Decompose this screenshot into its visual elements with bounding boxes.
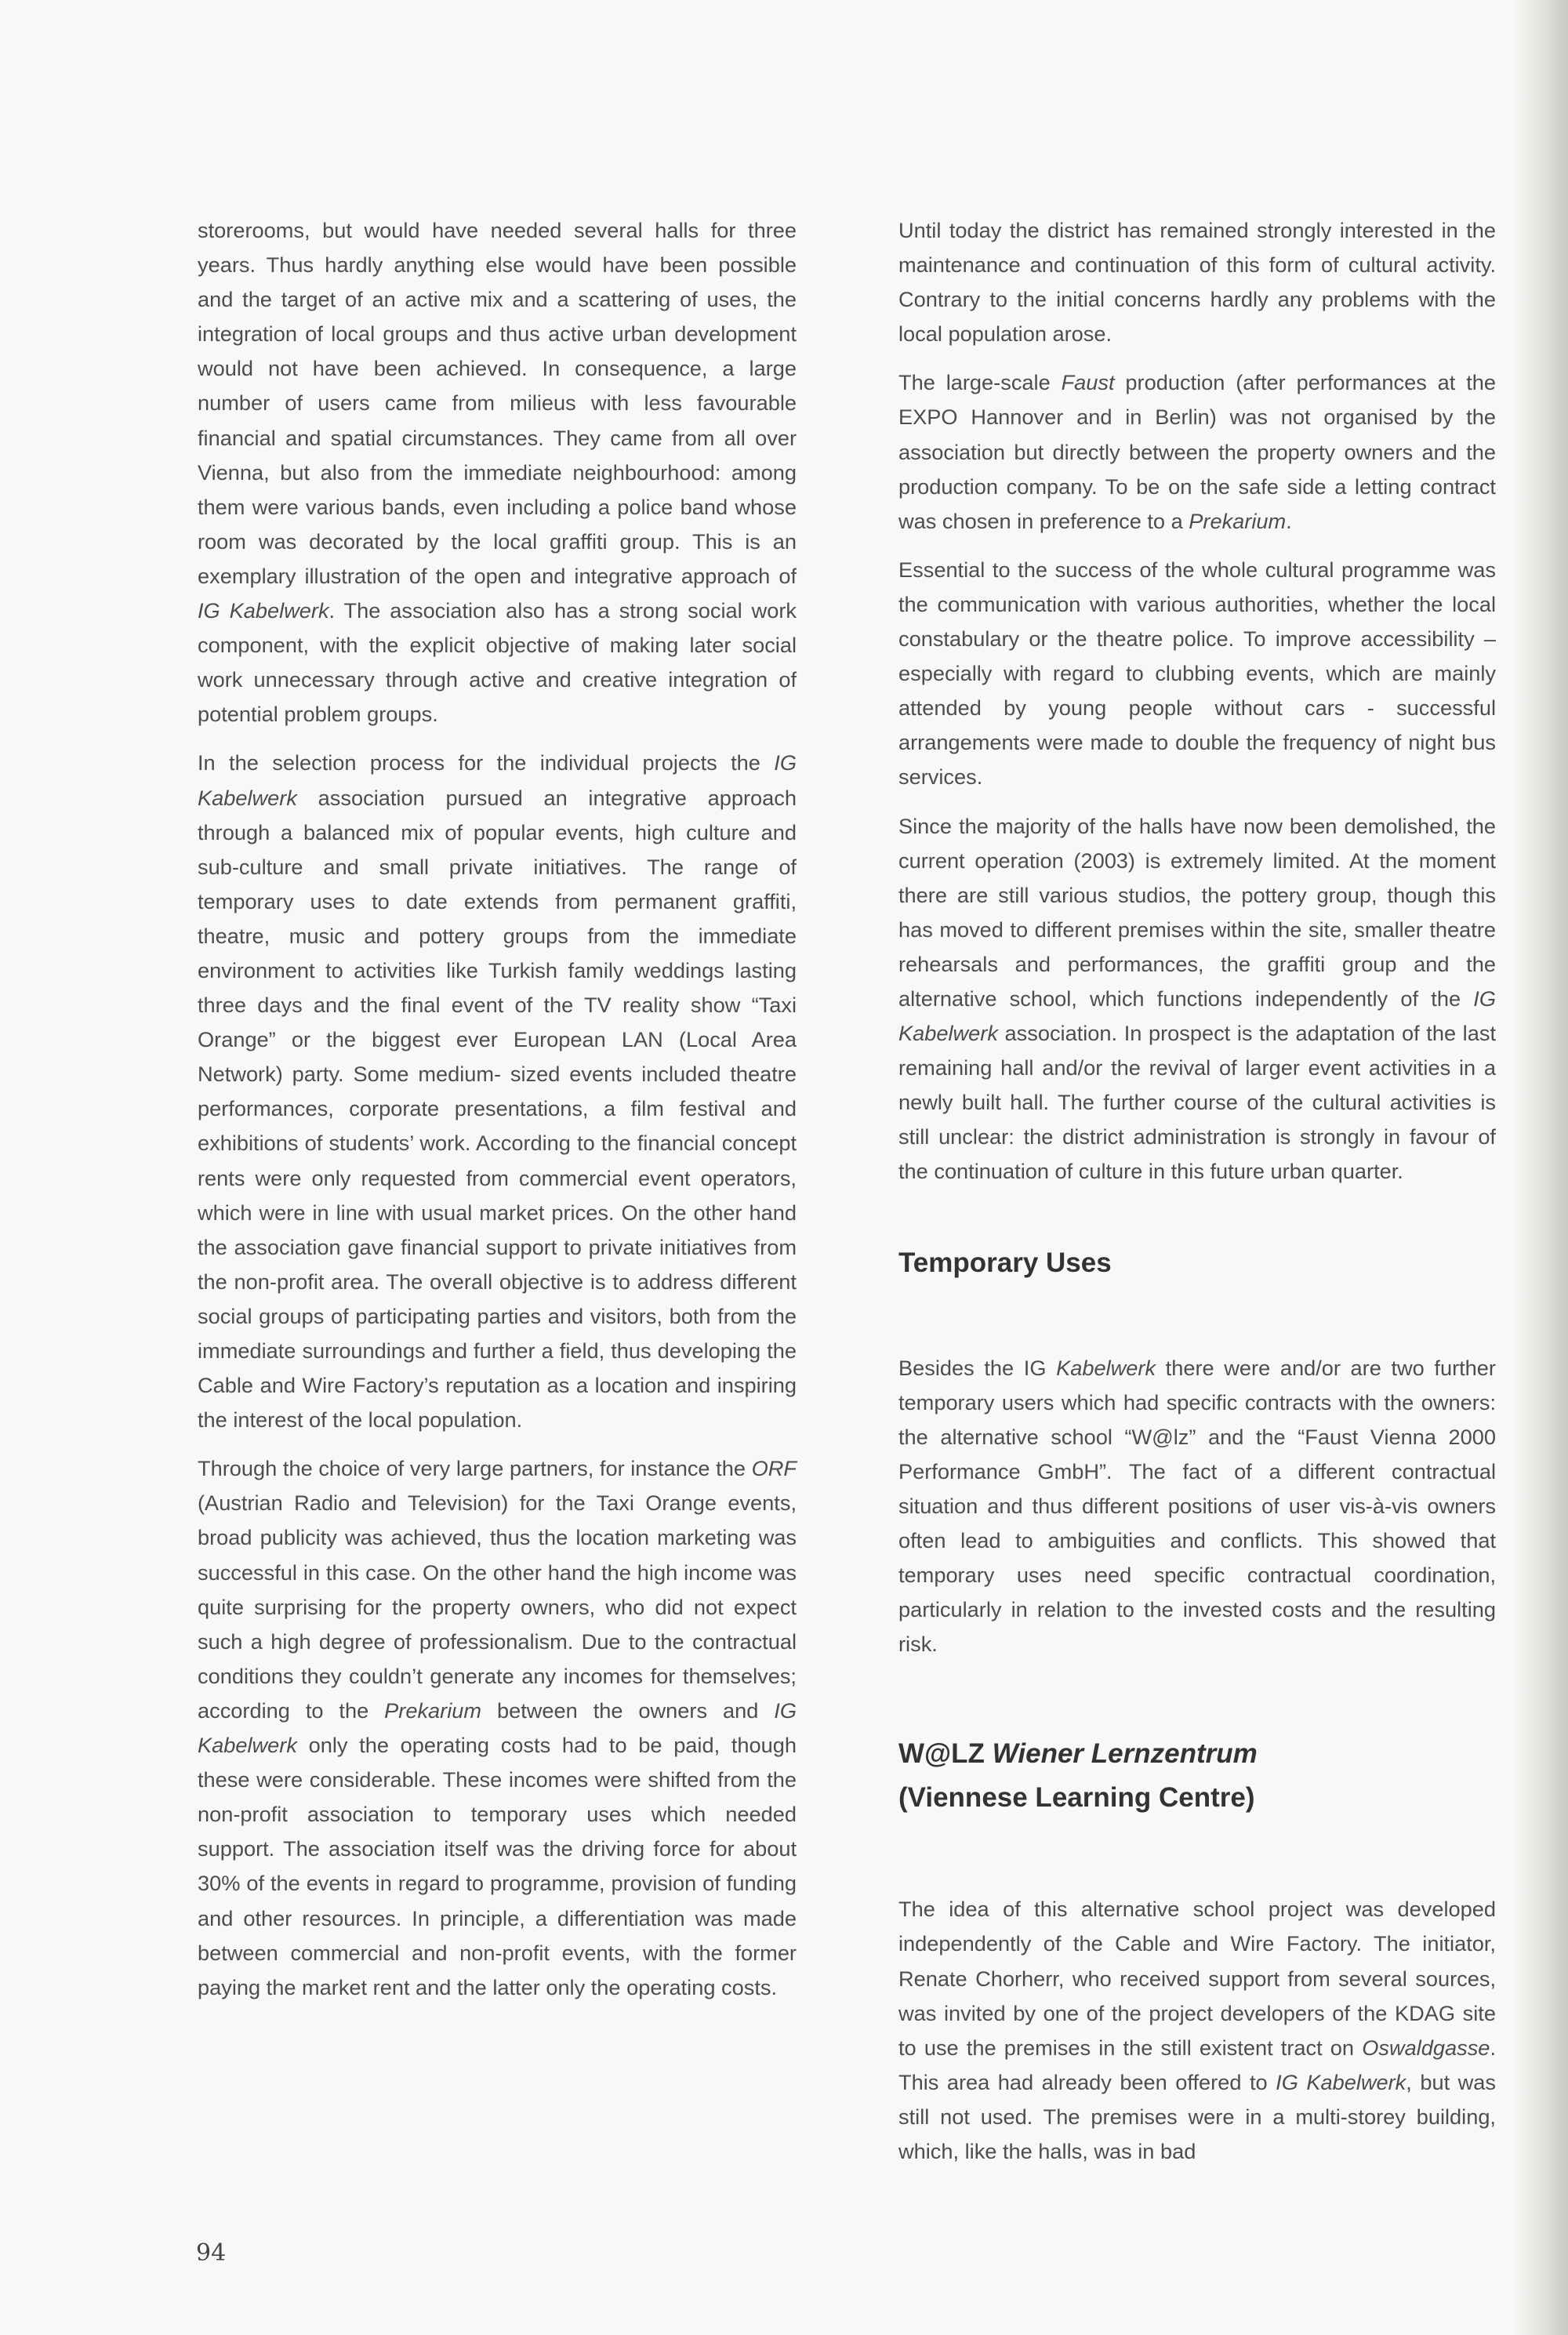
text-run: there were and/or are two further temporary users which had specific contracts with the owners: the alternative school “W@lz” and the “Faust Vienna 2000 Performance GmbH”. The fact of a different contractual situation and thus different positions of user vis-à-vis owners often lead to ambiguities and conflicts. This showed that temporary uses need specific contractual coordination, particularly in relation to the invested costs and the resulting risk.	[898, 1355, 1496, 1657]
right-column	[898, 213, 1496, 2183]
text-run: . The association also has a strong social work component, with the explicit objective of making later social work unnecessary through active and creative integration of potential problem groups.	[198, 598, 797, 727]
page-gutter-shadow	[1513, 0, 1568, 2335]
text-run: Besides the IG	[898, 1355, 1057, 1380]
text-run: .	[1286, 508, 1292, 533]
text-run: association. In prospect is the adaptation of the last remaining hall and/or the revival of larger event activities in a newly built hall. The further course of the cultural activities is still unclear: the district administration is strongly in favour of the continuation of culture in this future urban quarter.	[898, 1021, 1496, 1184]
text-run: Through the choice of very large partners, for instance the	[198, 1456, 752, 1481]
italic-term: IG Kabelwerk	[1276, 2069, 1406, 2094]
body-paragraph	[898, 809, 1496, 1189]
text-run: storerooms, but would have needed several halls for three years. Thus hardly anything else would have been possible and the target of an active mix and a scattering of uses, the integration of local groups and thus active urban development would not have been achieved. In consequence, a large number of users came from milieus with less favourable financial and spatial circumstances. They came from all over Vienna, but also from the immediate neighbourhood: among them were various bands, even including a police band whose room was decorated by the local graffiti group. This is an exemplary illustration of the open and integrative approach of	[198, 218, 797, 588]
section-heading-temporary-uses: Temporary Uses	[898, 1247, 1112, 1278]
heading-subtitle: (Viennese Learning Centre)	[898, 1782, 1255, 1814]
italic-term: IG Kabelwerk	[198, 750, 797, 810]
body-paragraph	[898, 365, 1496, 538]
body-paragraph	[898, 553, 1496, 795]
italic-term: IG Kabelwerk	[198, 598, 329, 623]
body-paragraph	[898, 1351, 1496, 1662]
italic-term: Faust	[1061, 370, 1115, 395]
heading-text: W@LZ	[898, 1738, 993, 1770]
text-run: In the selection process for the individual projects the	[198, 750, 775, 775]
italic-term: Prekarium	[1189, 508, 1287, 533]
left-column	[198, 213, 797, 2019]
italic-term: Prekarium	[384, 1698, 482, 1723]
italic-term: Kabelwerk	[1056, 1355, 1156, 1380]
text-run: Essential to the success of the whole cultural programme was the communication with various authorities, whether the local constabulary or the theatre police. To improve accessibility – especially with regard to clubbing events, which are mainly attended by young people without cars - successful arrangements were made to double the frequency of night bus services.	[898, 557, 1496, 790]
text-run: (Austrian Radio and Television) for the Taxi Orange events, broad publicity was achieved, thus the location marketing was successful in this case. On the other hand the high income was quite surprising for the property owners, who did not expect such a high degree of professionalism. Due to the contractual conditions they couldn’t generate any incomes for themselves; according to the	[198, 1491, 797, 1723]
italic-term: Oswaldgasse	[1362, 2035, 1490, 2060]
body-paragraph	[198, 213, 797, 732]
text-run: Since the majority of the halls have now been demolished, the current operation (2003) is extremely limited. At the moment there are still various studios, the pottery group, though this has moved to different premises within the site, smaller theatre rehearsals and performances, the graffiti group and the alternative school, which functions independently of the	[898, 813, 1496, 1011]
italic-term: IG Kabelwerk	[198, 1698, 797, 1758]
text-run: between the owners and	[481, 1698, 775, 1723]
body-paragraph	[898, 1892, 1496, 2169]
body-paragraph	[198, 746, 797, 1437]
italic-term: IG Kabelwerk	[898, 986, 1496, 1046]
body-paragraph	[898, 213, 1496, 351]
heading-italic-text: Wiener Lernzentrum	[992, 1738, 1258, 1770]
text-run: The large-scale	[898, 370, 1062, 395]
italic-term: ORF	[751, 1456, 797, 1481]
text-run: The idea of this alternative school project was developed independently of the Cable and Wire Factory. The initiator, Renate Chorherr, who received support from several sources, was invited by one of the project developers of the KDAG site to use the premises in the still existent tract on	[898, 1897, 1496, 2060]
text-run: only the operating costs had to be paid, though these were considerable. These incomes were shifted from the non-profit association to temporary uses which needed support. The association itself was the driving force for about 30% of the events in regard to programme, provision of funding and other resources. In principle, a differentiation was made between commercial and non-profit events, with the former paying the market rent and the latter only the operating costs.	[198, 1733, 797, 1999]
page-number: 94	[196, 2239, 227, 2267]
text-run: production (after performances at the EXPO Hannover and in Berlin) was not organised by the association but directly between the property owners and the production company. To be on the safe side a letting contract was chosen in preference to a	[898, 370, 1496, 533]
text-run: . This area had already been offered to	[898, 2035, 1496, 2094]
text-run: Until today the district has remained strongly interested in the maintenance and continuation of this form of cultural activity. Contrary to the initial concerns hardly any problems with the local population arose.	[898, 218, 1496, 347]
text-run: , but was still not used. The premises were in a multi-storey building, which, like the halls, was in bad	[898, 2069, 1496, 2164]
body-paragraph	[198, 1451, 797, 2005]
text-run: association pursued an integrative approach through a balanced mix of popular events, high culture and sub-culture and small private initiatives. The range of temporary uses to date extends from permanent graffiti, theatre, music and pottery groups from the immediate environment to activities like Turkish family weddings lasting three days and the final event of the TV reality show “Taxi Orange” or the biggest ever European LAN (Local Area Network) party. Some medium- sized events included theatre performances, corporate presentations, a film festival and exhibitions of students’ work. According to the financial concept rents were only requested from commercial event operators, which were in line with usual market prices. On the other hand the association gave financial support to private initiatives from the non-profit area. The overall objective is to address different social groups of participating parties and visitors, both from the immediate surroundings and further a field, thus developing the Cable and Wire Factory’s reputation as a location and inspiring the interest of the local population.	[198, 785, 797, 1433]
section-heading-walz	[898, 1732, 1496, 1820]
